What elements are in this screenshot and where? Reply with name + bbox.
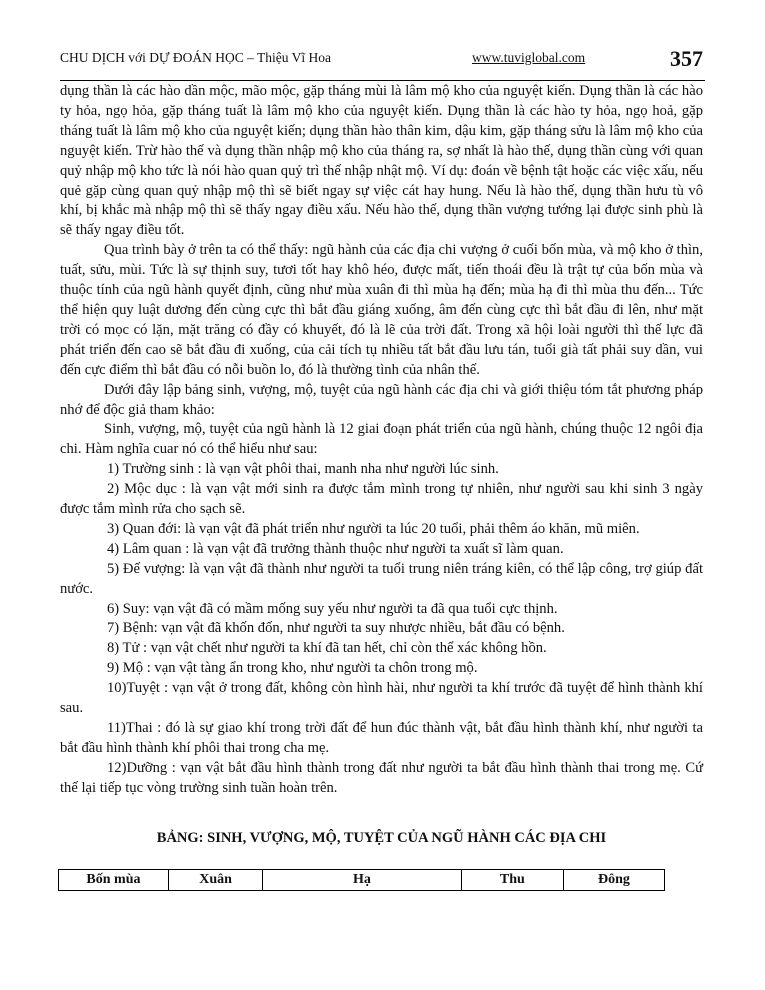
paragraph: Sinh, vượng, mộ, tuyệt của ngũ hành là 12 giai đoạn phát triển của ngũ hành, chúng thuộc 12 ngôi địa chi. Hàm nghĩa cuar nó có thể hiểu như sau:	[60, 421, 703, 458]
list-item: 9) Mộ : vạn vật tàng ẩn trong kho, như người ta chôn trong mộ.	[107, 660, 478, 677]
page-body	[60, 82, 703, 799]
list-item: 4) Lâm quan : là vạn vật đã trưởng thành thuộc như người ta xuất sĩ làm quan.	[107, 540, 564, 557]
list-item: 6) Suy: vạn vật đã có mầm mống suy yếu như người ta đã qua tuổi cực thịnh.	[107, 600, 558, 617]
list-item: 12)Dưỡng : vạn vật bắt đầu hình thành trong đất như người ta bắt đầu hình thành thai trong mẹ. Cứ thế lại tiếp tục vòng trường sinh tuần hoàn trên.	[60, 759, 703, 796]
table-header-row	[59, 870, 665, 891]
header-cell-autumn: Thu	[461, 870, 563, 891]
list-item: 11)Thai : đó là sự giao khí trong trời đất để hun đúc thành vật, bắt đầu hình thành khí, như người ta bắt đầu hình thành khí phôi thai trong cha mẹ.	[60, 720, 703, 756]
list-item: 3) Quan đới: là vạn vật đã phát triển như người ta lúc 20 tuổi, phải thêm áo khăn, mũ miên.	[107, 520, 640, 537]
paragraph: Qua trình bày ở trên ta có thể thấy: ngũ hành của các địa chi vượng ở cuối bốn mùa, và mộ kho ở thìn, tuất, sửu, mùi. Tức là sự thịnh suy, tươi tốt hay khô héo, được mất, tiến thoái đều là trật tự của bốn mùa và thuộc tính của ngũ hành quyết định, cũng như mùa xuân đi thì mùa hạ đến; mùa hạ đi thì mùa thu đến... Tức thể hiện quy luật dương đến cùng cực thì bắt đầu giáng xuống, âm đến cùng cực thì bắt đầu đi lên, như mặt trời có mọc có lặn, mặt trăng có đầy có khuyết, đó là lẽ của trời đất. Trong xã hội loài người thì thế lực đã phát triển đến cao sẽ bắt đầu đi xuống, của cải tích tụ nhiều tất bắt đầu lưu tán, tuổi già tất phải suy dần, vui đến cực điểm thì bắt đầu có nỗi buồn lo, đó là thường tình của nhân thế.	[60, 242, 703, 378]
book-title: CHU DỊCH với DỰ ĐOÁN HỌC – Thiệu Vĩ Hoa	[60, 50, 331, 65]
header-cell-summer: Hạ	[263, 870, 462, 891]
header-cell-winter: Đông	[563, 870, 664, 891]
list-item: 8) Tử : vạn vật chết như người ta khí đã tan hết, chỉ còn thể xác không hồn.	[107, 640, 547, 657]
website-link[interactable]: www.tuviglobal.com	[472, 50, 586, 65]
list-item: 10)Tuyệt : vạn vật ở trong đất, không còn hình hài, như người ta khí trước đã tuyệt để hình thành khí sau.	[60, 680, 703, 717]
header-cell-spring: Xuân	[168, 870, 262, 891]
list-item: 7) Bệnh: vạn vật đã khốn đốn, như người ta suy nhược nhiều, bắt đầu có bệnh.	[107, 620, 565, 637]
header-cell-seasons: Bốn mùa	[59, 870, 169, 891]
list-item: 5) Đế vượng: là vạn vật đã thành như người ta tuổi trung niên tráng kiên, có thể lập công, trợ giúp đất nước.	[60, 560, 703, 597]
seasons-table	[58, 869, 665, 891]
paragraph: Dưới đây lập bảng sinh, vượng, mộ, tuyệt của ngũ hành các địa chi và giới thiệu tóm tắt phương pháp nhớ để độc giả tham khảo:	[60, 381, 703, 418]
page-header	[60, 44, 705, 81]
list-item: 1) Trường sinh : là vạn vật phôi thai, manh nha như người lúc sinh.	[107, 461, 499, 478]
list-item: 2) Mộc dục : là vạn vật mới sinh ra được tắm mình trong tự nhiên, như người sau khi sinh 3 ngày được tắm mình rửa cho sạch sẽ.	[60, 481, 703, 518]
paragraph: dụng thần là các hào dần mộc, mão mộc, gặp tháng mùi là lâm mộ kho của nguyệt kiến. Dụng thần là các hào ty hỏa, ngọ hỏa, gặp tháng tuất là lâm mộ kho của nguyệt kiến. Dụng thần là các hào ty hỏa, ngọ hoả, gặp tháng tuất là lâm mộ kho của nguyệt kiến; dụng thần hào thân kim, dậu kim, gặp tháng sửu là lâm mộ kho của nguyệt kiến. Trừ hào thế và dụng thần nhập mộ kho của tháng ra, sợ nhất là hào thế, dụng thần cùng với quan quỷ nhập mộ kho tức là nói hào quan quỷ trì thế nhập nhật mộ. Ví dụ: đoán về bệnh tật hoặc các việc xấu, nếu quẻ gặp cùng quan quỷ nhập mộ thì sẽ biết ngay sự việc cát hay hung. Nếu là hào thế, dụng thần hưu tù vô khí, bị khắc mà nhập mộ thì sẽ thấy ngay điều xấu. Nếu hào thế, dụng thần vượng tướng lại được sinh phù là sẽ thấy ngay điều tốt.	[60, 83, 703, 239]
page-number: 357	[670, 46, 703, 71]
table-title: BẢNG: SINH, VƯỢNG, MỘ, TUYỆT CỦA NGŨ HÀNH CÁC ĐỊA CHI	[156, 830, 607, 846]
